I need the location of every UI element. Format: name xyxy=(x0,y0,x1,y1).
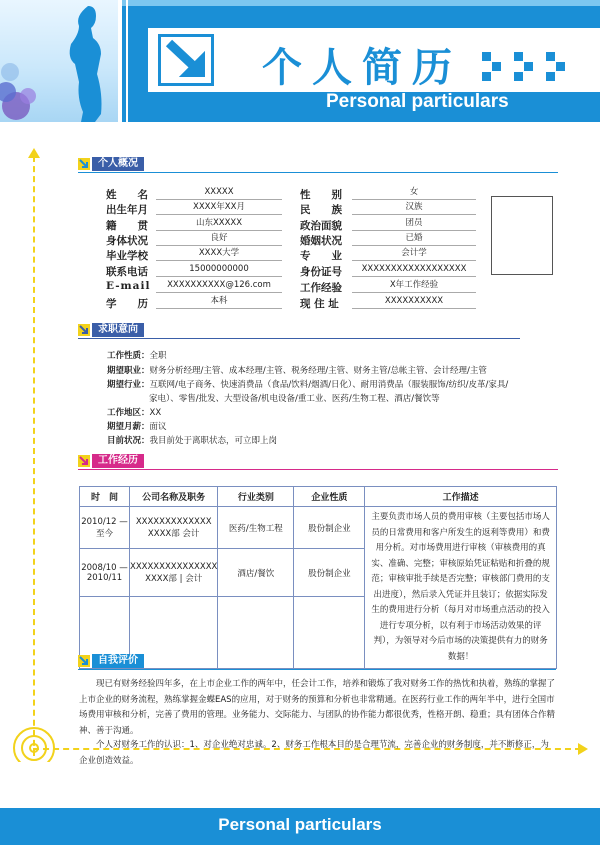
value-id: XXXXXXXXXXXXXXXXXX xyxy=(352,263,476,277)
section-title: 自我评价 xyxy=(92,654,144,668)
label-native: 籍 贯 xyxy=(106,220,148,232)
cell-industry: 医药/生物工程 xyxy=(218,507,294,549)
column-header: 工作描述 xyxy=(365,487,557,507)
cell-description: 主要负责市场人员的费用审核（主要包括市场人员的日常费用和客户所发生的返利等费用）和费用分析。对市场费用进行审核（审核费用的真实、准确、完整；审核原始凭证粘贴和折叠的规范；审核审批手续是否完整；审核部门费用的支出进度），然后录入凭证并且装订；依据实际发生的费用进行分析（每月对市场重点活动的投入进行专项分析，以有利于市场活动效果的评判），为领导对今后市场的决策提供有力的财务数据！ xyxy=(365,507,557,669)
value-birth: XXXX年XX月 xyxy=(156,201,282,215)
company-name: XXXXXXXXXXXXX xyxy=(135,516,212,527)
value-health: 良好 xyxy=(156,232,282,246)
value-degree: 本科 xyxy=(156,295,282,309)
section-rule xyxy=(78,669,556,670)
intention-label: 目前状况： xyxy=(107,436,150,446)
intention-value: 财务分析经理/主管、成本经理/主管、税务经理/主管、财务主管/总帐主管、会计经理/主管 xyxy=(149,366,487,376)
cell-company xyxy=(130,507,218,549)
section-header-experience xyxy=(78,454,558,472)
label-political: 政治面貌 xyxy=(300,220,342,232)
label-degree: 学 历 xyxy=(106,298,148,310)
intention-label: 期望职业： xyxy=(107,366,150,376)
label-name: 姓 名 xyxy=(106,189,148,201)
arrow-right-icon xyxy=(578,743,590,755)
self-eval-paragraph: 个人对财务工作的认识：1、对企业绝对忠诚。2、财务工作根本目的是合理节流，完善企业的财务制度，并不断修正，为企业创造效益。 xyxy=(79,740,549,766)
section-arrow-icon xyxy=(78,158,90,170)
intention-value: XX xyxy=(149,408,162,418)
section-rule xyxy=(78,172,558,173)
value-ethnicity: 汉族 xyxy=(352,201,476,215)
intention-value: 全职 xyxy=(149,351,167,361)
cell-nature: 股份制企业 xyxy=(294,549,365,597)
value-name: XXXXX xyxy=(156,186,282,200)
section-title: 求职意向 xyxy=(92,323,144,337)
intention-row xyxy=(107,364,487,379)
column-header: 公司名称及职务 xyxy=(130,487,218,507)
label-experience: 工作经验 xyxy=(300,282,342,294)
footer-title: Personal particulars xyxy=(218,815,382,834)
label-email: E-mail xyxy=(106,280,151,292)
table-header-row xyxy=(80,487,557,507)
section-arrow-icon xyxy=(78,655,90,667)
label-birth: 出生年月 xyxy=(106,204,148,216)
section-title: 个人概况 xyxy=(92,157,144,171)
intention-value: 互联网/电子商务、快速消费品（食品/饮料/烟酒/日化）、耐用消费品（服装服饰/纺织/皮革/家具/ xyxy=(149,380,509,390)
label-address: 现 住 址 xyxy=(300,298,339,310)
value-marital: 已婚 xyxy=(352,232,476,246)
table-row xyxy=(80,507,557,549)
column-header: 企业性质 xyxy=(294,487,365,507)
intention-row xyxy=(149,392,440,407)
intention-row xyxy=(107,406,161,421)
intention-label: 期望行业： xyxy=(107,380,150,390)
section-rule xyxy=(78,338,520,339)
label-id: 身份证号 xyxy=(300,266,342,278)
label-ethnicity: 民 族 xyxy=(300,204,342,216)
cell-industry: 酒店/餐饮 xyxy=(218,549,294,597)
header-stripe xyxy=(126,0,128,122)
label-school: 毕业学校 xyxy=(106,250,148,262)
value-phone: 15000000000 xyxy=(156,263,282,277)
label-gender: 性 别 xyxy=(300,189,342,201)
value-address: XXXXXXXXXX xyxy=(352,295,476,309)
crosshair-icon xyxy=(10,714,58,762)
intention-label: 期望月薪： xyxy=(107,422,150,432)
intention-row xyxy=(107,434,277,449)
label-phone: 联系电话 xyxy=(106,266,148,278)
time-end: 2010/11 xyxy=(86,572,123,583)
company-role: XXXX部 | 会计 xyxy=(145,573,203,584)
cell-company xyxy=(130,549,218,597)
value-major: 会计学 xyxy=(352,247,476,261)
value-email: XXXXXXXXXX@126.com xyxy=(156,279,282,293)
section-header-intention xyxy=(78,323,520,341)
self-eval-paragraph: 现已有财务经验四年多，在上市企业工作的两年中，任会计工作，培养和锻炼了我对财务工作的热忱和执着，熟练的掌握了上市企业的财务流程，熟练掌握金蝶EAS的应用，对于财务的预算和分析也非常精通。在医药行业工作的两年半中，进行全国市场费用审核和分析，完善了费用的管理。业务能力、交际能力、与团队的协作能力都很优秀，性格开朗、稳重；具有团体合作精神、善于沟通。 xyxy=(79,679,556,736)
value-gender: 女 xyxy=(352,186,476,200)
section-header-basic xyxy=(78,157,558,175)
page-title: 个人简历 xyxy=(262,44,462,91)
section-rule xyxy=(78,469,558,470)
photo-placeholder xyxy=(491,196,553,275)
arrow-logo-icon xyxy=(158,34,214,86)
intention-value: 家电）、零售/批发、大型设备/机电设备/重工业、医药/生物工程、酒店/餐饮等 xyxy=(149,394,440,404)
value-political: 团员 xyxy=(352,217,476,231)
value-experience: X年工作经验 xyxy=(352,279,476,293)
intention-label: 工作性质： xyxy=(107,351,150,361)
label-major: 专 业 xyxy=(300,250,342,262)
cell-time xyxy=(80,507,130,549)
guide-line-vertical xyxy=(33,156,35,756)
chevrons-icon xyxy=(478,46,582,86)
section-header-self-eval xyxy=(78,654,556,672)
column-header: 行业类别 xyxy=(218,487,294,507)
company-role: XXXX部 会计 xyxy=(147,528,200,539)
section-arrow-icon xyxy=(78,455,90,467)
time-end: 至今 xyxy=(95,528,113,539)
intention-row xyxy=(107,349,167,364)
value-school: XXXX大学 xyxy=(156,247,282,261)
header-stripe xyxy=(118,0,122,122)
intention-label: 工作地区： xyxy=(107,408,150,418)
intention-value: 我目前处于离职状态，可立即上岗 xyxy=(149,436,278,446)
company-name: XXXXXXXXXXXXXXX xyxy=(130,561,218,572)
header-photo-figure xyxy=(0,0,118,122)
cell-nature: 股份制企业 xyxy=(294,507,365,549)
label-marital: 婚姻状况 xyxy=(300,235,342,247)
column-header: 时 间 xyxy=(80,487,130,507)
experience-table xyxy=(79,486,557,669)
time-start: 2008/10 — xyxy=(81,562,128,573)
section-arrow-icon xyxy=(78,324,90,336)
section-title: 工作经历 xyxy=(92,454,144,468)
label-health: 身体状况 xyxy=(106,235,148,247)
cell-time xyxy=(80,549,130,597)
value-native: 山东XXXXX xyxy=(156,217,282,231)
time-start: 2010/12 — xyxy=(81,516,128,527)
intention-row xyxy=(107,420,167,435)
intention-value: 面议 xyxy=(149,422,167,432)
page-subtitle: Personal particulars xyxy=(326,91,509,112)
intention-row xyxy=(107,378,508,393)
